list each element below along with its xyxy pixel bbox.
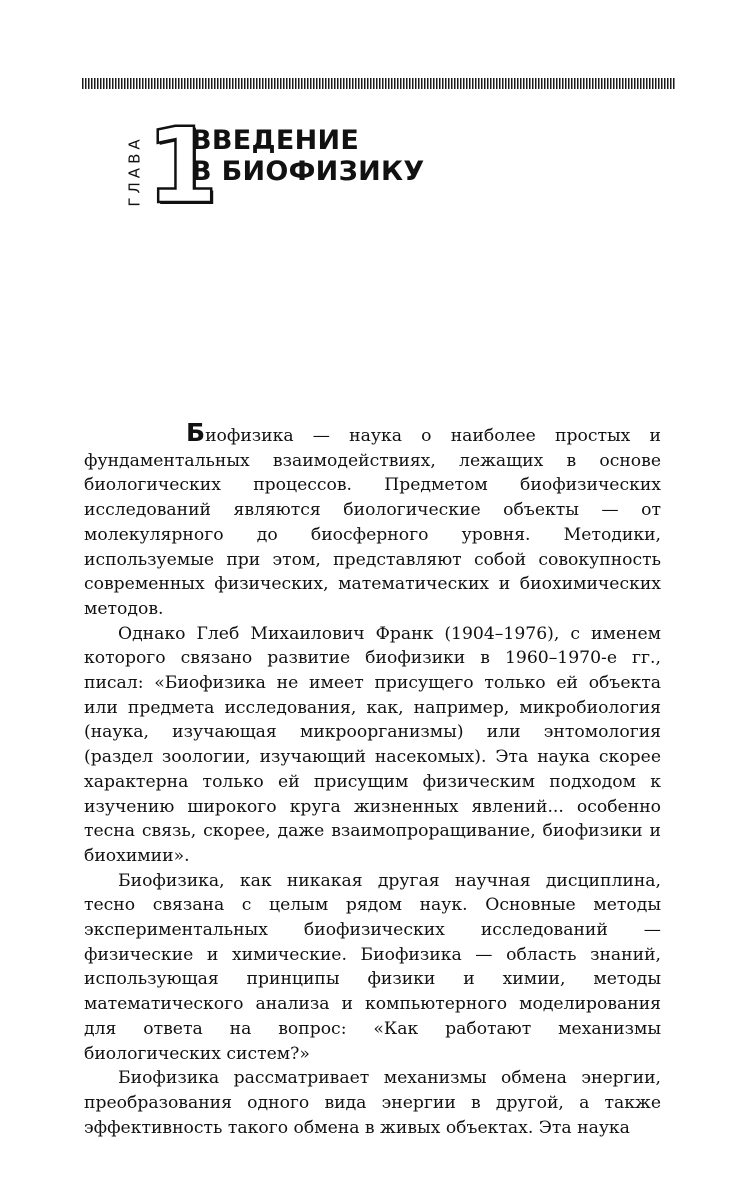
paragraph-4: Биофизика рассматривает механизмы обмена энергии, преобразования одного вида энергии в другой, а также эффективность такого обмена в живых объектах. Эта наука: [84, 1068, 661, 1138]
chapter-label: [126, 136, 144, 206]
body-text: [84, 418, 661, 1140]
chapter-title-line-1: ВВЕДЕНИЕ: [191, 125, 360, 156]
header-rule: [82, 78, 676, 89]
chapter-title: [191, 125, 424, 187]
paragraph-1: [84, 418, 661, 622]
chapter-number: 1: [146, 105, 219, 227]
drop-cap: Б: [186, 418, 206, 447]
paragraph-3: Биофизика, как никакая другая научная дисциплина, тесно связана с целым рядом наук. Основные методы экспериментальных биофизических исследований — физические и химические. Биофизика — область знаний, использующая принципы физики и химии, методы математического анализа и компьютерного моделирования для ответа на вопрос: «Как работают механизмы биологических систем?»: [84, 870, 661, 1064]
chapter-label-text: ГЛАВА: [126, 135, 144, 207]
paragraph-2: Однако Глеб Михаилович Франк (1904–1976), с именем которого связано развитие биофизики в 1960–1970-е гг., писал: «Биофизика не имеет присущего только ей объекта или предмета исследования, как, например, микробиология (наука, изучающая микроорганизмы) или энтомология (раздел зоологии, изучающий насекомых). Эта наука скорее характерна только ей присущим физическим подходом к изучению широкого круга жизненных явлений... особенно тесна связь, скорее, даже взаимопроращивание, биофизики и биохимии».: [84, 623, 661, 866]
paragraph-1-text: иофизика — наука о наиболее простых и фундаментальных взаимодействиях, лежащих в основе биологических процессов. Предметом биофизических исследований являются биологические объекты — от молекулярного до биосферного уровня. Методики, используемые при этом, представляют собой совокупность современных физических, математических и биохимических методов.: [84, 426, 661, 619]
chapter-title-line-2: В БИОФИЗИКУ: [191, 156, 425, 187]
